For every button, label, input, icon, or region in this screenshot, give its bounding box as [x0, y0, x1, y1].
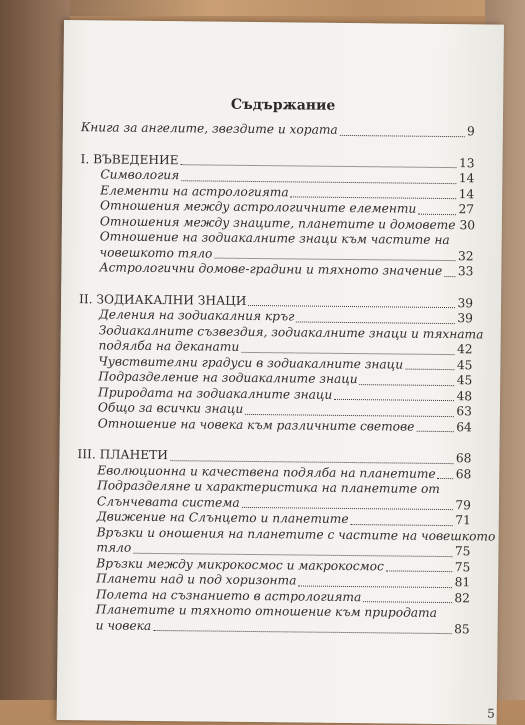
dot-leader	[241, 351, 455, 354]
toc-entry-label: и човека	[96, 618, 152, 634]
toc-entry-page: 82	[454, 591, 470, 607]
toc-entry-label: Слънчевата система	[97, 494, 240, 511]
toc-entry-page: 85	[454, 622, 470, 638]
toc-entry-label: човешкото тяло	[99, 245, 212, 262]
toc-entry-page: 63	[456, 404, 472, 420]
dot-leader	[248, 305, 455, 308]
toc-entry-page: 32	[458, 249, 474, 265]
dot-leader	[245, 413, 454, 416]
toc-entry-page: 13	[459, 156, 475, 172]
dot-leader	[360, 384, 455, 386]
page-number: 5	[487, 706, 495, 720]
toc-entry-page: 79	[455, 498, 471, 514]
toc-entry-label: Подразделяне и характеристика на планетите от	[97, 478, 440, 497]
toc-entry-page: 39	[457, 311, 473, 327]
toc-entry-page: 71	[455, 513, 471, 529]
toc-entry-page: 68	[456, 451, 472, 467]
toc-entry-page: 45	[457, 373, 473, 389]
toc-entry-label: Природата на зодиакалните знаци	[98, 385, 332, 403]
toc-entry-label: Връзки между микрокосмос и макрокосмос	[96, 556, 384, 575]
dot-leader	[386, 570, 453, 572]
dot-leader	[334, 399, 454, 401]
dot-leader	[170, 460, 454, 464]
toc-entry-page: 27	[458, 202, 474, 218]
dot-leader	[153, 630, 452, 634]
dot-leader	[444, 275, 456, 276]
dot-leader	[418, 213, 456, 214]
background-cloth	[0, 0, 525, 16]
toc-entry-label: Чувствителни градуси в зодиакалните знаци	[98, 354, 403, 373]
toc-entry-page: 33	[458, 264, 474, 280]
toc-entry-label: II. ЗОДИАКАЛНИ ЗНАЦИ	[79, 292, 247, 309]
toc-entry-page: 39	[457, 296, 473, 312]
toc-entry-label: тяло	[96, 540, 131, 556]
toc-entry-label: Книга за ангелите, звездите и хората	[81, 120, 338, 138]
dot-leader	[291, 196, 457, 199]
toc-entry-label: Общо за всички знаци	[98, 400, 243, 417]
dot-leader	[363, 601, 452, 603]
toc-entry-page: 45	[457, 358, 473, 374]
toc-entry-label: Зодиакалните съзвездия, зодиакалните знаци и тяхната	[99, 323, 484, 343]
toc-entry-label: Деления на зодиакалния кръг	[99, 307, 295, 325]
toc-entry-label: III. ПЛАНЕТИ	[77, 447, 168, 463]
toc-entry-page: 14	[459, 187, 475, 203]
toc-entry-label: Полета на съзнанието в астрологията	[96, 587, 361, 605]
toc-entry-label: Движение на Слънцето и планетите	[97, 509, 349, 527]
toc-entry-page: 81	[455, 575, 471, 591]
toc-entry-page: 30	[459, 218, 475, 234]
toc-entry-label: Елементи на астрологията	[100, 183, 289, 200]
dot-leader	[214, 258, 456, 262]
toc-entry-label: Връзки и оношения на планетите с частите на човешкото	[97, 525, 496, 545]
toc-entry-label: I. ВЪВЕДЕНИЕ	[80, 152, 178, 169]
dot-leader	[405, 369, 455, 371]
toc-entry-page: 75	[455, 544, 471, 560]
toc-entry-page: 75	[455, 560, 471, 576]
toc-entry-label: Отношение на човека към различните светове	[98, 416, 415, 435]
toc-entry-label: Отношения между астрологичните елементи	[100, 198, 416, 217]
dot-leader	[242, 507, 454, 510]
dot-leader	[296, 321, 455, 324]
table-of-contents	[76, 120, 475, 637]
toc-entry-label: Планети над и под хоризонта	[96, 571, 296, 589]
dot-leader	[298, 585, 452, 588]
toc-entry-label: Отношение на зодиакалните знаци към частите на	[100, 229, 450, 248]
toc-entry-label: Планетите и тяхното отношение към природата	[96, 602, 437, 621]
dot-leader	[181, 180, 457, 184]
toc-entry-label: Симвология	[100, 167, 179, 183]
dot-leader	[416, 431, 454, 432]
toc-entry-page: 14	[459, 171, 475, 187]
page-title: Съдържание	[63, 95, 503, 116]
toc-entry-label: Астрологични домове-градини и тяхното значение	[99, 260, 442, 279]
toc-entry-page: 64	[456, 420, 472, 436]
dot-leader	[438, 478, 454, 479]
toc-entry-label: подялба на деканати	[99, 338, 240, 355]
dot-leader	[181, 164, 457, 168]
dot-leader	[340, 134, 465, 136]
dot-leader	[351, 524, 454, 526]
toc-entry-label: Еволюционна и качествена подялба на планетите	[97, 463, 436, 482]
toc-entry-page: 48	[456, 389, 472, 405]
toc-entry-page: 9	[467, 124, 475, 140]
toc-entry-label: Подразделение на зодиакалните знаци	[98, 369, 358, 387]
book-page	[57, 20, 504, 725]
toc-entry-label: Отношения между знаците, планетите и домовете	[100, 214, 456, 233]
toc-entry-page: 42	[457, 342, 473, 358]
toc-entry-page: 68	[456, 467, 472, 483]
